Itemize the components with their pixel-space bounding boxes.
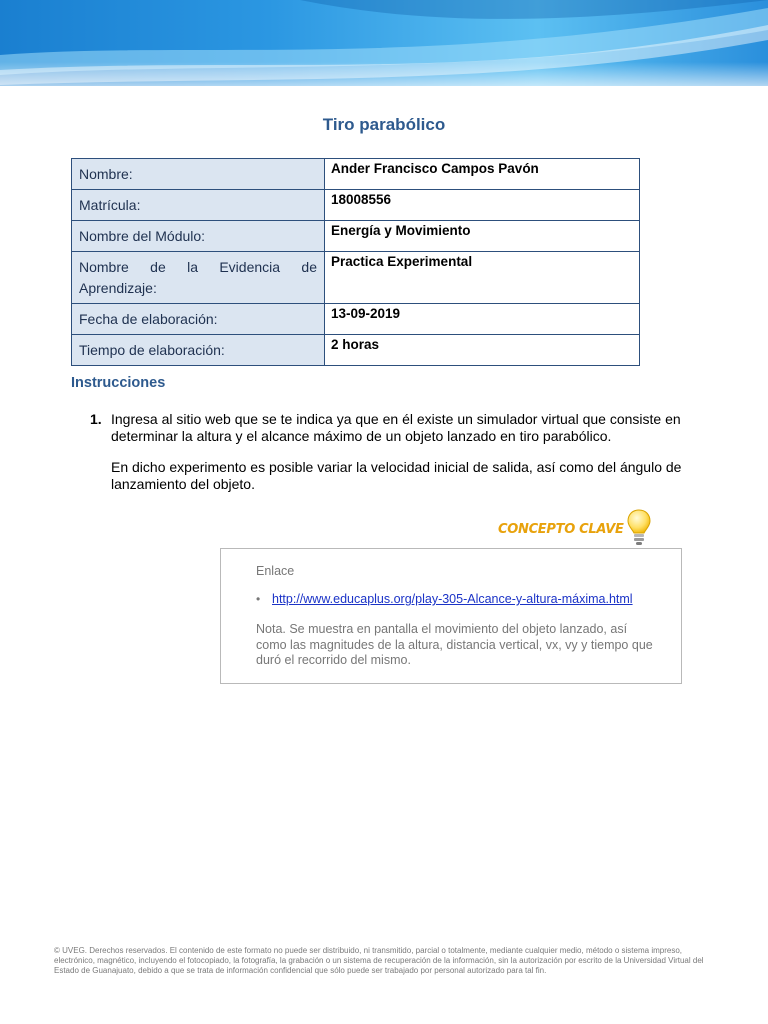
value-evidencia: Practica Experimental: [325, 252, 640, 304]
label-fecha: Fecha de elaboración:: [72, 304, 325, 335]
instruction-paragraph: En dicho experimento es posible variar la velocidad inicial de salida, así como del ángulo de lanzamiento del objeto.: [111, 459, 682, 492]
table-row: [72, 190, 640, 221]
value-modulo: Energía y Movimiento: [325, 221, 640, 252]
info-table: [71, 158, 640, 366]
simulator-link[interactable]: http://www.educaplus.org/play-305-Alcance-y-altura-máxima.html: [272, 592, 633, 606]
table-row: [72, 335, 640, 366]
instructions-heading: Instrucciones: [71, 375, 166, 391]
table-row: [72, 221, 640, 252]
label-modulo: Nombre del Módulo:: [72, 221, 325, 252]
copyright-footer: © UVEG. Derechos reservados. El contenido de este formato no puede ser distribuido, ni transmitido, parcial o totalmente, mediante cualquier medio, método o sistema impreso, electrónico, magnético, incluyendo el fotocopiado, la fotografía, la grabación o un sistema de recuperación de la información, sin la autorización por escrito de la Universidad Virtual del Estado de Guanajuato, debido a que se trata de información confidencial que sólo puede ser trabajado por personal autorizado para tal fin.: [54, 946, 704, 975]
concept-label: CONCEPTO CLAVE: [498, 522, 624, 537]
bullet-icon: •: [256, 592, 261, 606]
value-nombre: Ander Francisco Campos Pavón: [325, 159, 640, 190]
table-row: [72, 304, 640, 335]
value-tiempo: 2 horas: [325, 335, 640, 366]
link-box-title: Enlace: [256, 564, 295, 578]
page-title: Tiro parabólico: [322, 115, 446, 134]
value-matricula: 18008556: [325, 190, 640, 221]
lightbulb-icon: [626, 508, 652, 553]
instruction-paragraph: Ingresa al sitio web que se te indica ya que en él existe un simulador virtual que consiste en determinar la altura y el alcance máximo de un objeto lanzado en tiro parabólico.: [111, 411, 681, 444]
label-matricula: Matrícula:: [72, 190, 325, 221]
link-box: [220, 548, 682, 684]
table-row: [72, 252, 640, 304]
header-banner: [0, 0, 768, 96]
label-nombre: Nombre:: [72, 159, 325, 190]
value-fecha: 13-09-2019: [325, 304, 640, 335]
label-tiempo: Tiempo de elaboración:: [72, 335, 325, 366]
link-box-note: Nota. Se muestra en pantalla el movimiento del objeto lanzado, así como las magnitudes de la altura, distancia vertical, vx, vy y tiempo que duró el recorrido del mismo.: [256, 622, 653, 667]
step-number: 1.: [90, 411, 102, 427]
label-evidencia: Nombre de la Evidencia de Aprendizaje:: [72, 252, 325, 304]
table-row: [72, 159, 640, 190]
